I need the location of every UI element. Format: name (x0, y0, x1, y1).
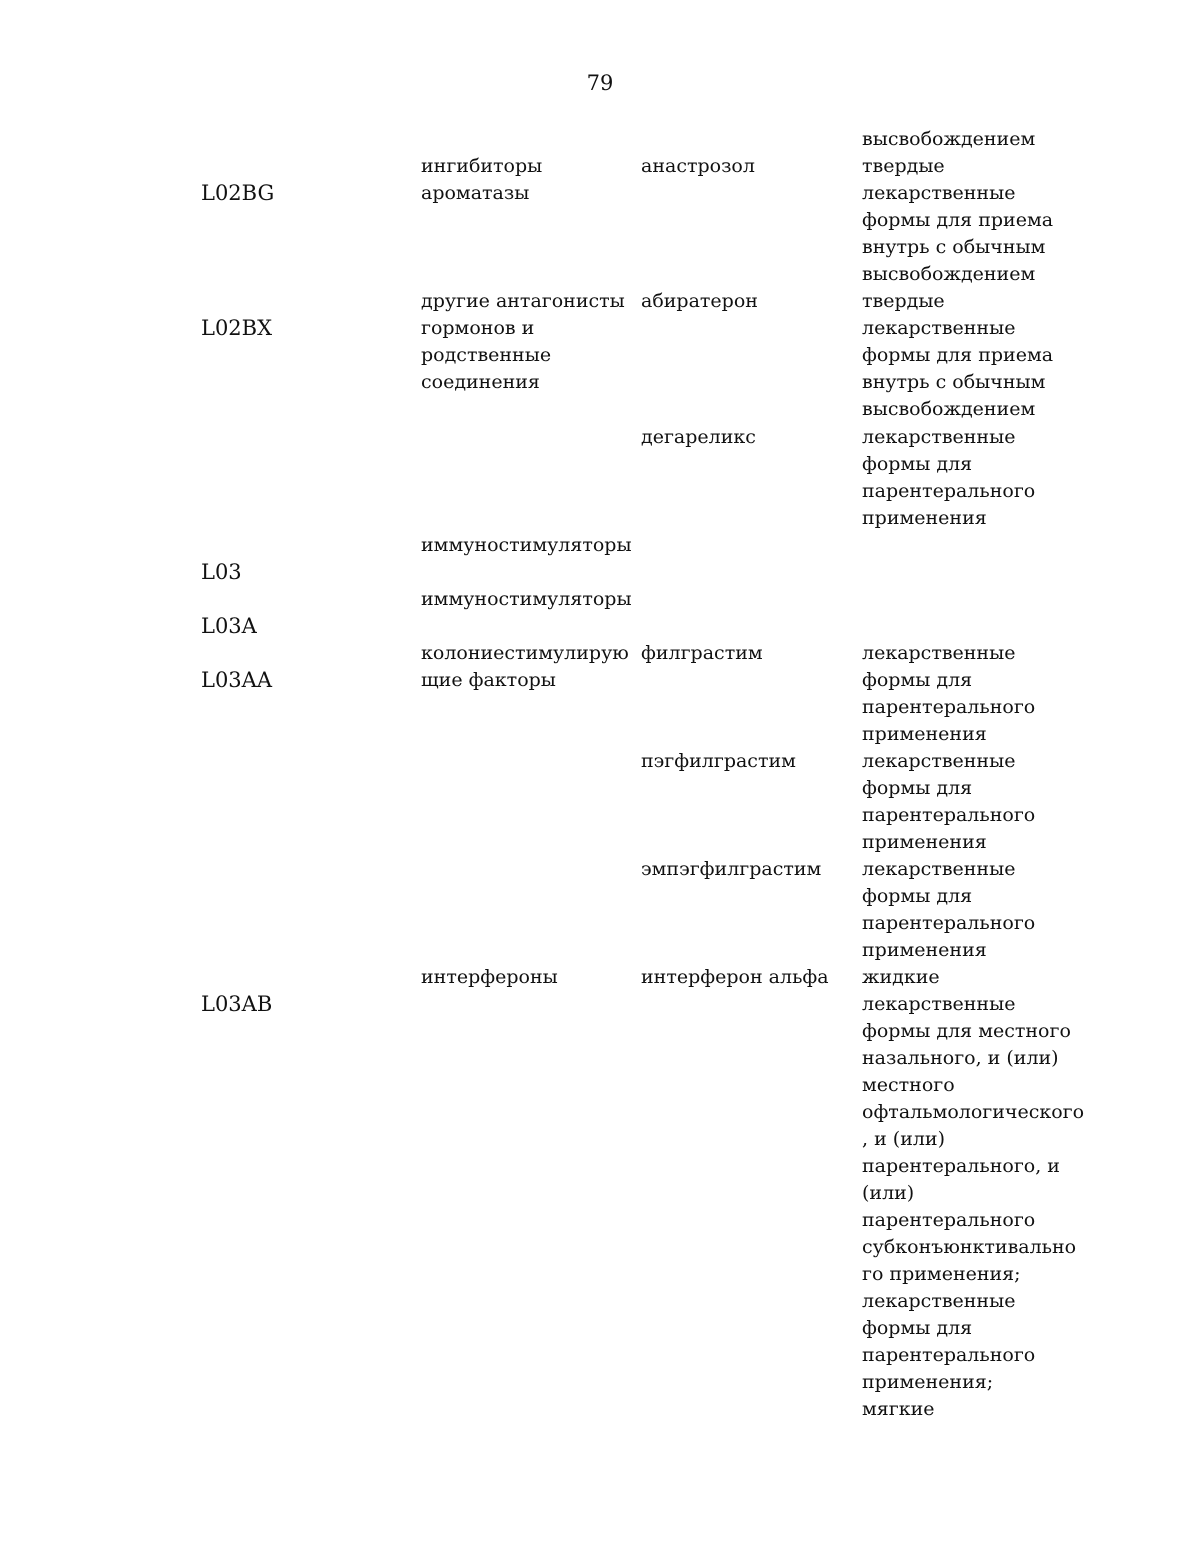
form-line: высвобождением (862, 398, 1036, 420)
group-line: соединения (421, 371, 540, 393)
atc-code: L03A (201, 614, 257, 638)
form-line: парентерального, и (862, 1155, 1060, 1177)
form-line: офтальмологического (862, 1101, 1085, 1123)
atc-code: L03AB (201, 992, 273, 1016)
form-line: применения (862, 939, 987, 961)
form-line: парентерального (862, 696, 1036, 718)
group-line: иммуностимуляторы (421, 534, 632, 556)
form-line: формы для (862, 885, 973, 907)
form-line: (или) (862, 1182, 915, 1204)
group-line: колониестимулирую (421, 642, 629, 664)
form-line: лекарственные (862, 750, 1016, 772)
drug-name: анастрозол (641, 155, 755, 177)
atc-code: L03AA (201, 668, 272, 692)
group-line: родственные (421, 344, 552, 366)
form-line: применения; (862, 1371, 994, 1393)
form-line: применения (862, 507, 987, 529)
drug-name: эмпэгфилграстим (641, 858, 822, 880)
form-line: парентерального (862, 804, 1036, 826)
form-line: лекарственные (862, 642, 1016, 664)
form-line: лекарственные (862, 1290, 1016, 1312)
form-line: формы для (862, 453, 973, 475)
form-line: субконъюнктивально (862, 1236, 1077, 1258)
form-line: жидкие (862, 966, 940, 988)
form-line: твердые (862, 155, 945, 177)
form-line: высвобождением (862, 128, 1036, 150)
form-line: парентерального (862, 1344, 1036, 1366)
form-line: го применения; (862, 1263, 1021, 1285)
form-line: применения (862, 723, 987, 745)
form-line: твердые (862, 290, 945, 312)
form-line: формы для (862, 777, 973, 799)
group-line: ингибиторы (421, 155, 543, 177)
group-line: интерфероны (421, 966, 558, 988)
form-line: лекарственные (862, 993, 1016, 1015)
drug-name: филграстим (641, 642, 763, 664)
group-line: ароматазы (421, 182, 530, 204)
form-line: лекарственные (862, 426, 1016, 448)
form-line: лекарственные (862, 317, 1016, 339)
form-line: парентерального (862, 480, 1036, 502)
form-line: формы для приема (862, 209, 1054, 231)
atc-code: L02BX (201, 316, 273, 340)
form-line: формы для (862, 669, 973, 691)
form-line: парентерального (862, 912, 1036, 934)
drug-name: интерферон альфа (641, 966, 829, 988)
group-line: гормонов и (421, 317, 535, 339)
form-line: применения (862, 831, 987, 853)
form-line: формы для приема (862, 344, 1054, 366)
drug-name: абиратерон (641, 290, 758, 312)
drug-name: пэгфилграстим (641, 750, 796, 772)
form-line: , и (или) (862, 1128, 946, 1150)
form-line: парентерального (862, 1209, 1036, 1231)
form-line: формы для местного (862, 1020, 1071, 1042)
atc-code: L02BG (201, 181, 275, 205)
form-line: лекарственные (862, 858, 1016, 880)
drug-name: дегареликс (641, 426, 756, 448)
atc-code: L03 (201, 560, 242, 584)
form-line: высвобождением (862, 263, 1036, 285)
group-line: щие факторы (421, 669, 556, 691)
group-line: другие антагонисты (421, 290, 625, 312)
form-line: лекарственные (862, 182, 1016, 204)
page-number: 79 (586, 71, 614, 95)
group-line: иммуностимуляторы (421, 588, 632, 610)
form-line: назального, и (или) (862, 1047, 1059, 1069)
form-line: местного (862, 1074, 955, 1096)
form-line: мягкие (862, 1398, 935, 1420)
form-line: внутрь с обычным (862, 236, 1046, 258)
form-line: формы для (862, 1317, 973, 1339)
form-line: внутрь с обычным (862, 371, 1046, 393)
